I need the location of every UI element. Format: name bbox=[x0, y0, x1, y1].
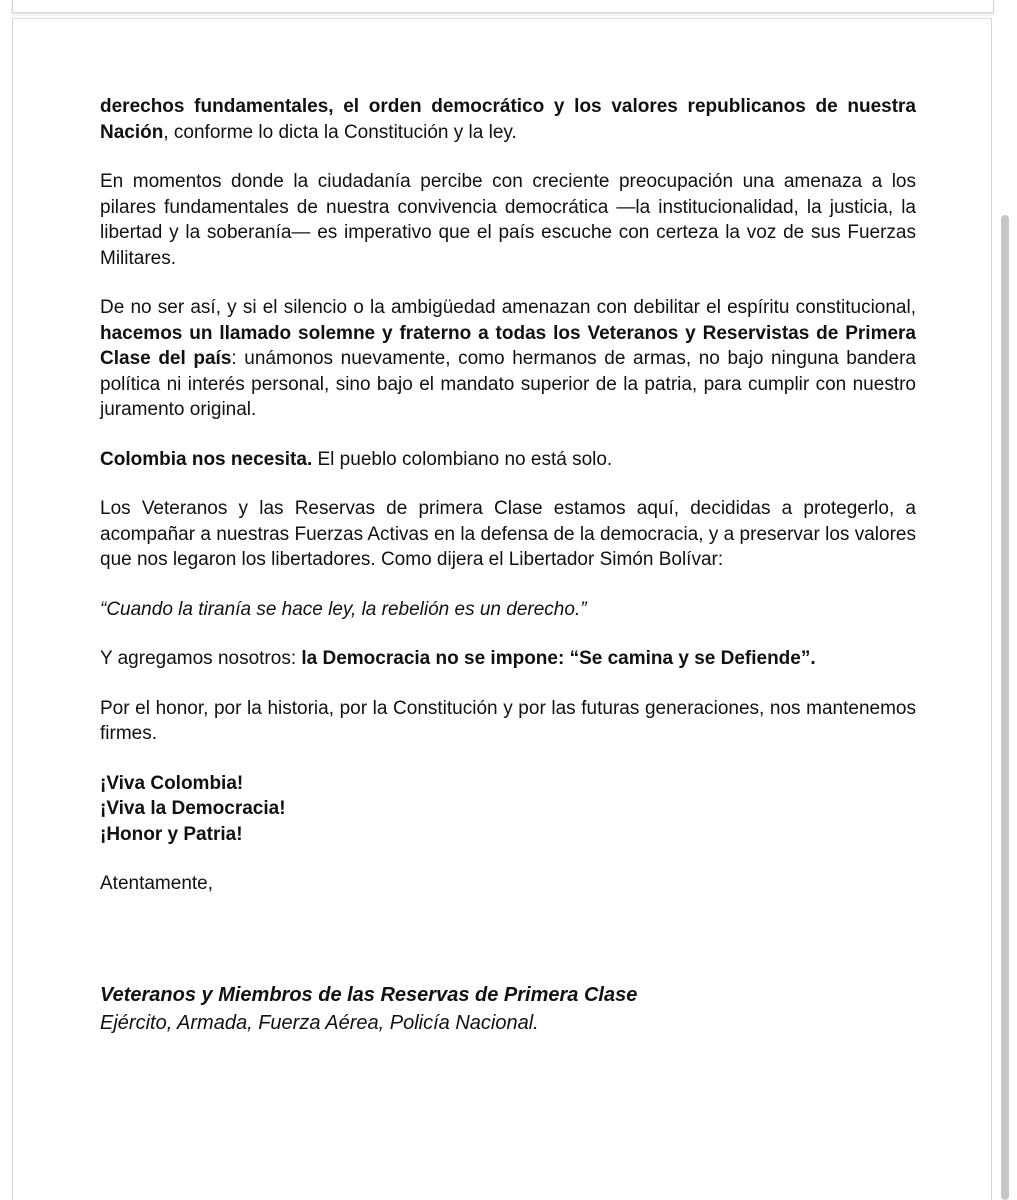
cheer-line: ¡Honor y Patria! bbox=[100, 823, 243, 845]
paragraph-veterans: Los Veteranos y las Reservas de primera Clase estamos aquí, decididas a protegerlo, a acompañar a nuestras Fuerzas Activas en la defensa de la democracia, y a preservar los valores que nos legaron los libertadores. Como dijera el Libertador Simón Bolívar: bbox=[100, 498, 916, 570]
letter-body bbox=[100, 94, 916, 1061]
paragraph-democracy bbox=[100, 646, 916, 672]
signature-name: Veteranos y Miembros de las Reservas de Primera Clase bbox=[100, 983, 638, 1006]
signature-block bbox=[100, 981, 916, 1037]
paragraph-democracy-bold: la Democracia no se impone: “Se camina y se Defiende”. bbox=[301, 648, 816, 669]
vertical-scrollbar-thumb[interactable] bbox=[1001, 215, 1009, 1200]
paragraph-rights-bold: derechos fundamentales, el orden democrático y los valores republicanos de nuestra Nación bbox=[100, 96, 916, 143]
paragraph-colombia-bold: Colombia nos necesita. bbox=[100, 448, 313, 470]
paragraph-rights bbox=[100, 94, 916, 145]
bolivar-quote bbox=[100, 597, 916, 623]
paragraph-colombia-rest: El pueblo colombiano no está solo. bbox=[312, 448, 613, 470]
paragraph-democracy-intro: Y agregamos nosotros: bbox=[100, 648, 302, 669]
paragraph-call bbox=[100, 295, 916, 423]
closing: Atentamente, bbox=[100, 873, 214, 894]
cheers-block bbox=[100, 771, 916, 848]
paragraph-call-rest: : unámonos nuevamente, como hermanos de armas, no bajo ninguna bandera política ni interés personal, sino bajo el mandato superior de la patria, para cumplir con nuestro juramento original. bbox=[100, 348, 916, 420]
previous-page-edge bbox=[12, 0, 994, 13]
paragraph-rights-rest: , conforme lo dicta la Constitución y la ley. bbox=[163, 121, 517, 143]
paragraph-call-intro: De no ser así, y si el silencio o la ambigüedad amenazan con debilitar el espíritu constitucional, bbox=[100, 297, 916, 318]
cheer-line: ¡Viva la Democracia! bbox=[100, 798, 286, 819]
signature-branches: Ejército, Armada, Fuerza Aérea, Policía Nacional. bbox=[100, 1011, 539, 1034]
cheer-line: ¡Viva Colombia! bbox=[100, 772, 244, 794]
bolivar-quote-text: “Cuando la tiranía se hace ley, la rebelión es un derecho.” bbox=[100, 598, 587, 620]
paragraph-context: En momentos donde la ciudadanía percibe con creciente preocupación una amenaza a los pilares fundamentales de nuestra convivencia democrática —la institucionalidad, la justicia, la libertad y la soberanía— es imperativo que el país escuche con certeza la voz de sus Fuerzas Militares. bbox=[100, 171, 916, 269]
paragraph-honor: Por el honor, por la historia, por la Constitución y por las futuras generaciones, nos mantenemos firmes. bbox=[100, 697, 916, 744]
paragraph-colombia bbox=[100, 447, 916, 473]
document-page bbox=[12, 18, 992, 1200]
paragraph-call-bold: hacemos un llamado solemne y fraterno a todas los Veteranos y Reservistas de Primera Clase del país bbox=[100, 322, 916, 369]
